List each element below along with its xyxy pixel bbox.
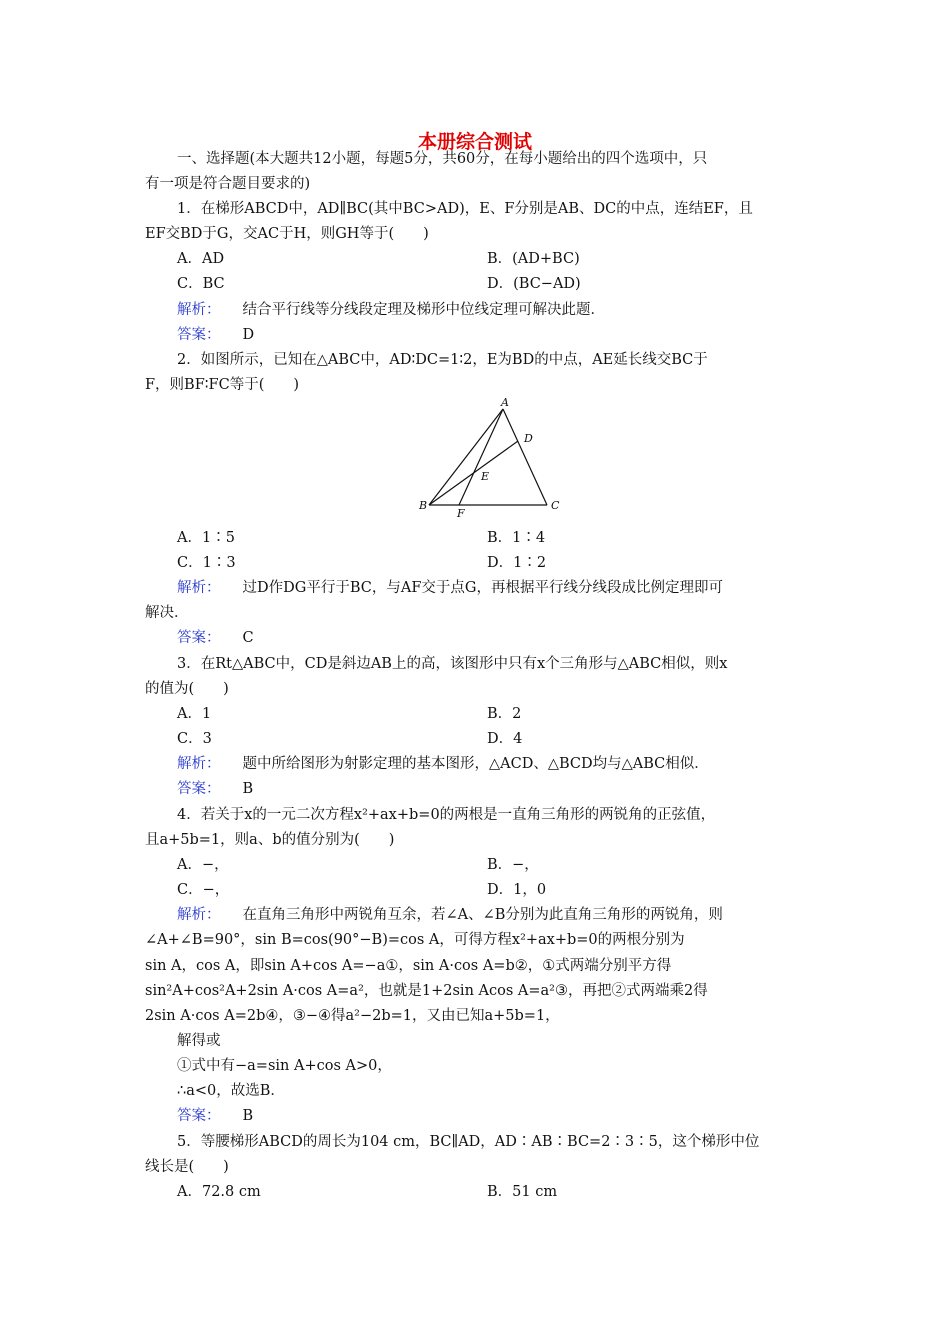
label-f: F bbox=[457, 507, 465, 520]
q4-analysis-line6: 解得或 bbox=[177, 1033, 221, 1049]
answer-label: 答案： bbox=[177, 630, 221, 646]
q4-analysis-line4: sin²A+cos²A+2sin A·cos A=a²，也就是1+2sin Acos A=a²③，再把②式两端乘2得 bbox=[145, 983, 708, 999]
analysis-text: 过D作DG平行于BC，与AF交于点G，再根据平行线分线段成比例定理即可 bbox=[242, 580, 723, 596]
q3-stem-line1: 3．在Rt△ABC中，CD是斜边AB上的高，该图形中只有x个三角形与△ABC相似，则x bbox=[177, 656, 728, 672]
q3-answer bbox=[177, 779, 253, 799]
triangle-figure bbox=[415, 396, 585, 520]
q2-option-a: A．1∶5 bbox=[177, 530, 235, 546]
q1-analysis bbox=[177, 300, 605, 320]
answer-label: 答案： bbox=[177, 781, 221, 797]
q1-option-d: D．(BC−AD) bbox=[487, 276, 581, 292]
q1-option-c: C．BC bbox=[177, 276, 225, 292]
answer-text: B bbox=[242, 781, 254, 797]
q4-analysis bbox=[177, 905, 723, 925]
q2-analysis bbox=[177, 578, 723, 598]
q5-option-a: A．72.8 cm bbox=[177, 1184, 261, 1200]
q5-stem-line1: 5．等腰梯形ABCD的周长为104 cm，BC∥AD，AD∶AB∶BC=2∶3∶5，这个梯形中位 bbox=[177, 1134, 760, 1150]
answer-label: 答案： bbox=[177, 327, 221, 343]
q2-stem-line1: 2．如图所示，已知在△ABC中，AD∶DC=1∶2，E为BD的中点，AE延长线交BC于 bbox=[177, 352, 708, 368]
q1-stem-line1: 1．在梯形ABCD中，AD∥BC(其中BC>AD)，E、F分别是AB、DC的中点，连结EF，且 bbox=[177, 201, 753, 217]
analysis-label: 解析： bbox=[177, 756, 221, 772]
section-heading-line2: 有一项是符合题目要求的) bbox=[145, 176, 311, 192]
label-a: A bbox=[501, 396, 509, 409]
q4-analysis-line8: ∴a<0，故选B． bbox=[177, 1083, 285, 1099]
q3-option-d: D．4 bbox=[487, 731, 523, 747]
q1-stem-line2: EF交BD于G，交AC于H，则GH等于( ) bbox=[145, 226, 429, 242]
analysis-label: 解析： bbox=[177, 907, 221, 923]
q3-option-a: A．1 bbox=[177, 706, 212, 722]
edge-ac bbox=[503, 409, 547, 505]
q1-answer bbox=[177, 325, 254, 345]
label-c: C bbox=[551, 499, 560, 512]
answer-label: 答案： bbox=[177, 1108, 221, 1124]
q5-option-b: B．51 cm bbox=[487, 1184, 558, 1200]
q2-analysis-line2: 解决． bbox=[145, 605, 189, 621]
q4-analysis-line3: sin A，cos A，即sin A+cos A=−a①，sin A·cos A=b②，①式两端分别平方得 bbox=[145, 958, 672, 974]
q2-answer bbox=[177, 628, 254, 648]
answer-text: B bbox=[242, 1108, 254, 1124]
q2-option-b: B．1∶4 bbox=[487, 530, 546, 546]
q4-option-a: A．−， bbox=[177, 857, 229, 873]
q4-stem-line2: 且a+5b=1，则a、b的值分别为( ) bbox=[145, 832, 395, 848]
q3-option-c: C．3 bbox=[177, 731, 212, 747]
q3-option-b: B．2 bbox=[487, 706, 522, 722]
q2-option-c: C．1∶3 bbox=[177, 555, 236, 571]
label-d: D bbox=[524, 432, 533, 445]
q5-stem-line2: 线长是( ) bbox=[145, 1159, 229, 1175]
analysis-label: 解析： bbox=[177, 302, 221, 318]
q4-analysis-line5: 2sin A·cos A=2b④，③−④得a²−2b=1，又由已知a+5b=1， bbox=[145, 1008, 560, 1024]
q4-option-c: C．−， bbox=[177, 882, 230, 898]
q4-option-b: B．−， bbox=[487, 857, 539, 873]
q4-analysis-line2: ∠A+∠B=90°，sin B=cos(90°−B)=cos A，可得方程x²+ax+b=0的两根分别为 bbox=[145, 932, 685, 948]
analysis-text: 在直角三角形中两锐角互余，若∠A、∠B分别为此直角三角形的两锐角，则 bbox=[242, 907, 723, 923]
q4-analysis-line7: ①式中有−a=sin A+cos A>0， bbox=[177, 1058, 392, 1074]
label-e: E bbox=[481, 470, 490, 483]
q3-analysis bbox=[177, 754, 709, 774]
q1-option-a: A．AD bbox=[177, 251, 225, 267]
q2-option-d: D．1∶2 bbox=[487, 555, 547, 571]
answer-text: D bbox=[242, 327, 255, 343]
answer-text: C bbox=[242, 630, 254, 646]
q3-stem-line2: 的值为( ) bbox=[145, 681, 229, 697]
analysis-text: 题中所给图形为射影定理的基本图形，△ACD、△BCD均与△ABC相似． bbox=[242, 756, 709, 772]
label-b: B bbox=[419, 499, 428, 512]
q4-stem-line1: 4．若关于x的一元二次方程x²+ax+b=0的两根是一直角三角形的两锐角的正弦值， bbox=[177, 807, 716, 823]
q4-answer bbox=[177, 1106, 253, 1126]
q1-option-b: B．(AD+BC) bbox=[487, 251, 580, 267]
page-title: 本册综合测试 bbox=[417, 131, 532, 153]
analysis-label: 解析： bbox=[177, 580, 221, 596]
section-heading-line1: 一、选择题(本大题共12小题，每题5分，共60分，在每小题给出的四个选项中，只 bbox=[177, 151, 708, 167]
analysis-text: 结合平行线等分线段定理及梯形中位线定理可解决此题． bbox=[242, 302, 605, 318]
q4-option-d: D．1，0 bbox=[487, 882, 547, 898]
q2-stem-line2: F，则BF∶FC等于( ) bbox=[145, 377, 300, 393]
